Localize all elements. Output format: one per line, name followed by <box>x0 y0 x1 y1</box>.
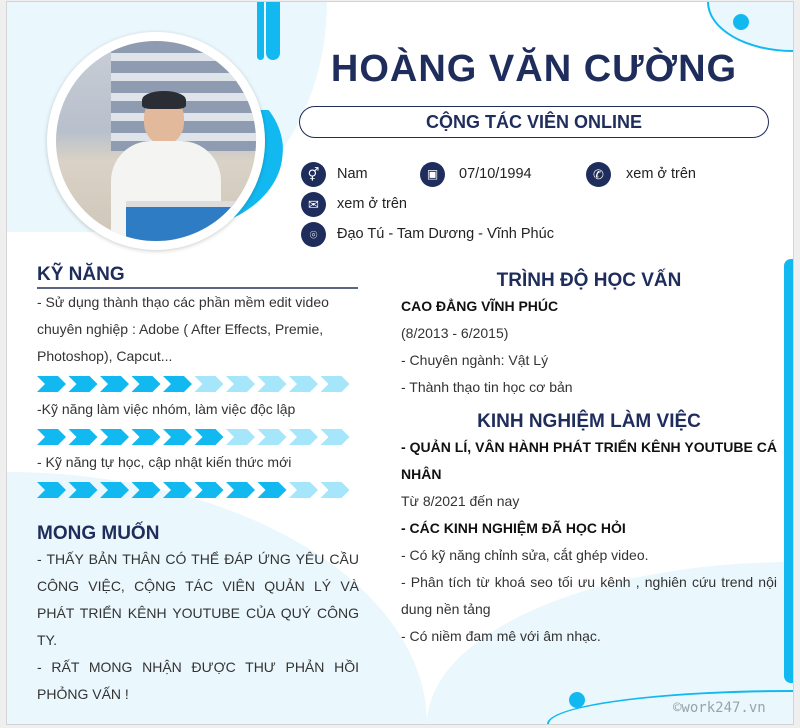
experience-item: - Phân tích từ khoá seo tối ưu kênh , nghiên cứu trend nội dung nền tảng <box>401 574 777 617</box>
skill-text: - Kỹ năng tự học, cập nhật kiến thức mới <box>37 454 292 470</box>
deco-side-bar <box>784 259 793 683</box>
experience-heading: KINH NGHIỆM LÀM VIỆC <box>477 411 701 432</box>
skill-text: - Sử dụng thành thạo các phần mềm edit video chuyên nghiệp : Adobe ( After Effects, Premie, Photoshop), Capcut... <box>37 294 329 364</box>
skill-chevron-filled <box>37 429 66 445</box>
skill-chevron-empty <box>321 376 350 392</box>
skill-chevron-filled <box>37 376 66 392</box>
deco-bar <box>257 2 264 60</box>
right-column <box>401 269 777 650</box>
experience-subheading: - CÁC KINH NGHIỆM ĐÃ HỌC HỎI <box>401 520 626 536</box>
skill-chevron-empty <box>321 482 350 498</box>
birthday-value: 07/10/1994 <box>459 166 532 182</box>
skill-chevron-filled <box>37 482 66 498</box>
education-heading: TRÌNH ĐỘ HỌC VẤN <box>496 270 682 291</box>
skill-chevron-filled <box>69 429 98 445</box>
skill-chevron-empty <box>289 482 318 498</box>
avatar <box>56 41 256 241</box>
education-period: (8/2013 - 6/2015) <box>401 325 509 341</box>
skills-heading: KỸ NĂNG <box>37 264 125 285</box>
experience-item: - Có niềm đam mê với âm nhạc. <box>401 628 601 644</box>
left-column <box>37 263 359 708</box>
skill-chevron-filled <box>195 429 224 445</box>
skill-chevron-filled <box>100 429 129 445</box>
skill-chevron-empty <box>258 429 287 445</box>
skill-level-bar <box>37 428 357 446</box>
skill-level-bar <box>37 481 357 499</box>
skill-chevron-empty <box>321 429 350 445</box>
skill-chevron-empty <box>195 376 224 392</box>
skill-level-bar <box>37 375 357 393</box>
education-major: - Chuyên ngành: Vật Lý <box>401 352 549 368</box>
skill-chevron-filled <box>195 482 224 498</box>
skill-chevron-filled <box>100 376 129 392</box>
skill-chevron-filled <box>132 482 161 498</box>
skill-chevron-empty <box>289 376 318 392</box>
corner-decoration <box>707 2 793 52</box>
gender-icon: ⚥ <box>301 162 326 187</box>
skill-chevron-empty <box>258 376 287 392</box>
goals-heading: MONG MUỐN <box>37 523 160 544</box>
experience-item: - Có kỹ năng chỉnh sửa, cắt ghép video. <box>401 547 649 563</box>
skill-chevron-filled <box>100 482 129 498</box>
skill-chevron-filled <box>163 482 192 498</box>
position-title: CỘNG TÁC VIÊN ONLINE <box>299 106 769 138</box>
school-name: CAO ĐẲNG VĨNH PHÚC <box>401 298 559 314</box>
skill-chevron-filled <box>132 376 161 392</box>
education-extra: - Thành thạo tin học cơ bản <box>401 379 573 395</box>
skill-text: -Kỹ năng làm việc nhóm, làm việc độc lập <box>37 401 296 417</box>
address-value: Đạo Tú - Tam Dương - Vĩnh Phúc <box>337 226 554 242</box>
email-value: xem ở trên <box>337 196 407 212</box>
skill-chevron-empty <box>226 429 255 445</box>
bottom-dot <box>569 692 585 708</box>
job-title: - QUẢN LÍ, VÂN HÀNH PHÁT TRIỂN KÊNH YOUTUBE CÁ NHÂN <box>401 439 777 482</box>
phone-value: xem ở trên <box>626 166 696 182</box>
skill-chevron-filled <box>132 429 161 445</box>
skill-chevron-filled <box>69 482 98 498</box>
corner-dot <box>733 14 749 30</box>
gender-value: Nam <box>337 166 368 182</box>
photo-frame <box>47 32 265 250</box>
watermark: ©work247.vn <box>673 700 766 716</box>
location-icon: ⌾ <box>301 222 326 247</box>
skill-chevron-empty <box>289 429 318 445</box>
goal-text: - RẤT MONG NHẬN ĐƯỢC THƯ PHẢN HỒI PHỎNG VẤN ! <box>37 659 359 702</box>
skill-chevron-filled <box>258 482 287 498</box>
cv-page <box>6 1 794 725</box>
skill-chevron-filled <box>226 482 255 498</box>
deco-bar <box>266 2 280 60</box>
skill-chevron-filled <box>69 376 98 392</box>
phone-icon: ✆ <box>586 162 611 187</box>
job-period: Từ 8/2021 đến nay <box>401 493 520 509</box>
skill-chevron-filled <box>163 429 192 445</box>
goal-text: - THẤY BẢN THÂN CÓ THỂ ĐÁP ỨNG YÊU CẦU CÔNG VIỆC, CỘNG TÁC VIÊN QUẢN LÝ VÀ PHÁT TRIỂN KÊNH YOUTUBE CỦA QUÝ CÔNG TY. <box>37 551 359 648</box>
skill-chevron-filled <box>163 376 192 392</box>
calendar-icon: ▣ <box>420 162 445 187</box>
email-icon: ✉ <box>301 192 326 217</box>
candidate-name: HOÀNG VĂN CƯỜNG <box>330 48 738 90</box>
skill-chevron-empty <box>226 376 255 392</box>
